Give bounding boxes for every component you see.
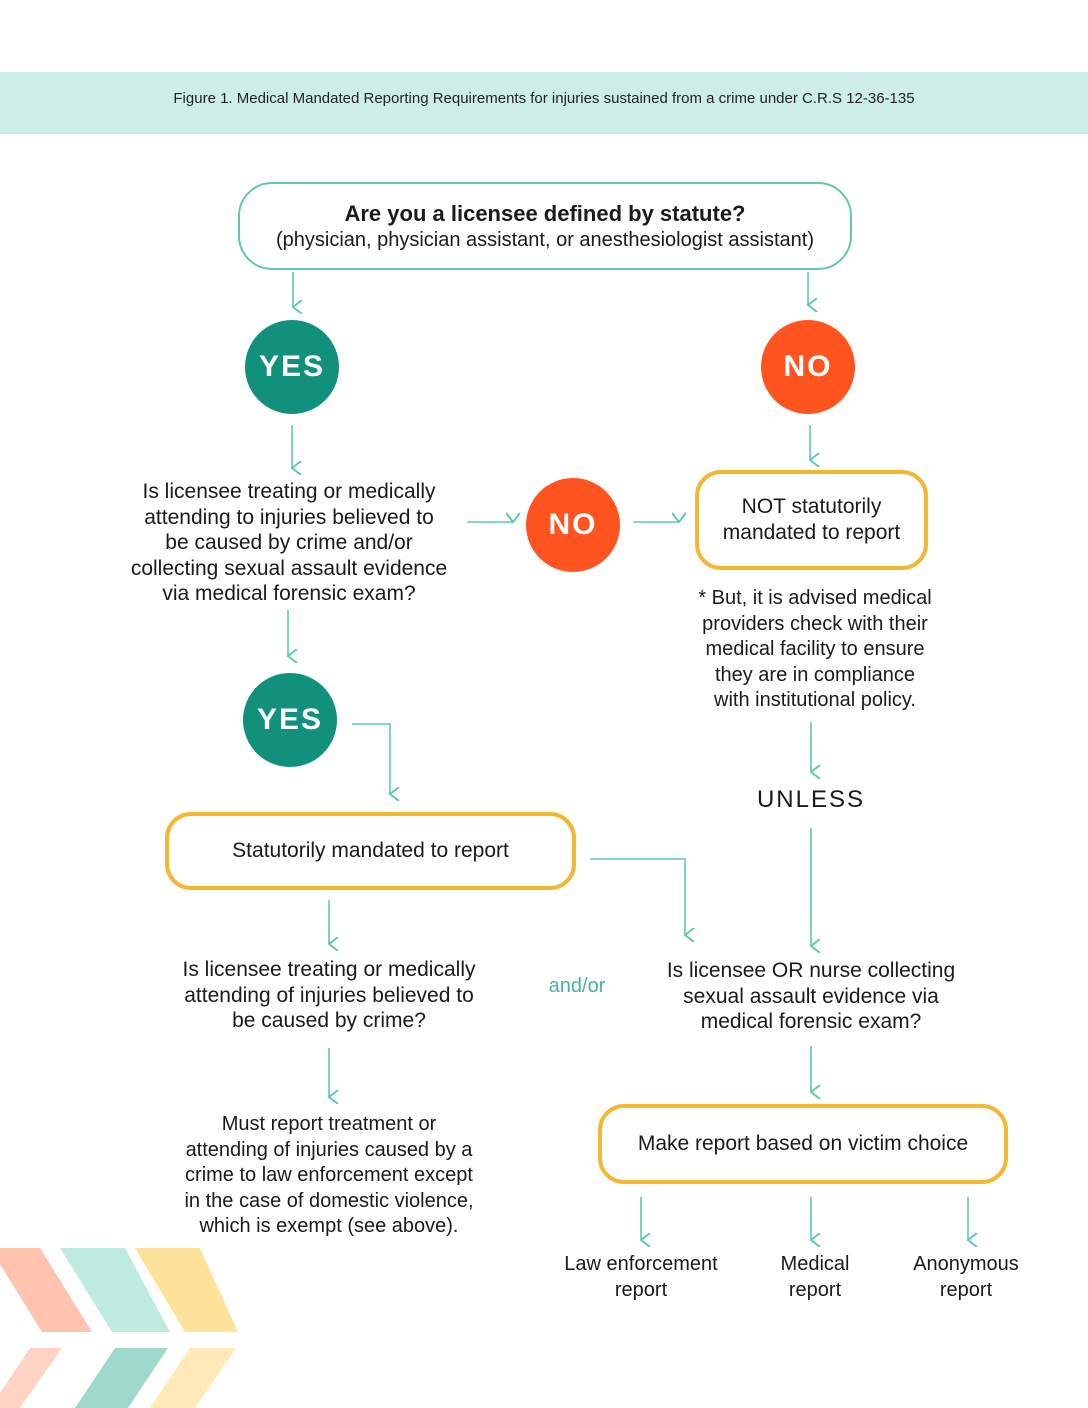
question-4-line: Is licensee OR nurse collecting — [666, 959, 956, 982]
question-3-line: Is licensee treating or medically — [182, 958, 476, 981]
arrow-mandated-to-question-4 — [590, 859, 685, 935]
no-circle-2 — [526, 478, 620, 572]
no-circle-1 — [761, 320, 855, 414]
question-4-line: sexual assault evidence via — [683, 984, 939, 1008]
question-2-line: attending to injuries believed to — [144, 505, 434, 529]
advice-line: * But, it is advised medical — [698, 587, 932, 609]
no-circle-1-label: NO — [783, 350, 833, 383]
outcome-line: Law enforcement — [564, 1253, 718, 1275]
question-3 — [148, 957, 510, 1034]
must-report-line: in the case of domestic violence, — [184, 1189, 474, 1212]
outcome-line: report — [788, 1278, 842, 1301]
question-4 — [638, 958, 984, 1035]
must-report-note — [154, 1112, 504, 1240]
chevron-row-bottom-icon — [0, 1348, 236, 1408]
chevron-row-top-icon — [0, 1248, 238, 1332]
advice-line: with institutional policy. — [714, 689, 916, 711]
yes-circle-2 — [243, 673, 337, 767]
outcome-law-enforcement — [551, 1252, 731, 1303]
and-or-label: and/or — [548, 975, 606, 997]
outcome-line: report — [939, 1278, 993, 1301]
question-2-line: be caused by crime and/or — [165, 531, 413, 554]
not-mandated-line: mandated to report — [722, 521, 901, 544]
start-question: Are you a licensee defined by statute? — [344, 200, 746, 226]
mandated-box — [165, 812, 576, 890]
decorative-chevrons-icon — [0, 1240, 250, 1408]
not-mandated-box — [695, 470, 928, 570]
advice-line: providers check with their — [702, 612, 928, 635]
outcome-anonymous — [891, 1252, 1041, 1303]
must-report-line: Must report treatment or — [221, 1113, 437, 1135]
not-mandated-line: NOT statutorily — [741, 495, 882, 518]
yes-circle-2-label: YES — [256, 703, 324, 736]
question-4-line: medical forensic exam? — [700, 1010, 922, 1033]
yes-circle-1-label: YES — [258, 350, 326, 383]
victim-choice-box — [598, 1104, 1008, 1184]
question-2-line: Is licensee treating or medically — [142, 480, 436, 503]
must-report-line: attending of injuries caused by a — [185, 1138, 473, 1161]
outcome-line: Anonymous — [913, 1253, 1019, 1275]
figure-caption: Figure 1. Medical Mandated Reporting Requirements for injuries sustained from a crime under C.R.S 12-36-135 — [173, 90, 915, 107]
question-3-line: be caused by crime? — [232, 1009, 426, 1032]
question-2 — [108, 479, 470, 607]
arrow-yes-to-mandated — [352, 724, 390, 794]
question-2-line: collecting sexual assault evidence — [130, 556, 448, 580]
question-3-line: attending of injuries believed to — [184, 983, 474, 1007]
unless-label: UNLESS — [756, 786, 866, 813]
start-question-box — [238, 182, 852, 270]
start-question-note: (physician, physician assistant, or anesthesiologist assistant) — [275, 228, 815, 251]
outcome-line: Medical — [780, 1253, 850, 1275]
no-circle-2-label: NO — [548, 508, 598, 541]
advice-line: they are in compliance — [714, 663, 916, 686]
outcome-medical — [745, 1252, 885, 1303]
mandated-label: Statutorily mandated to report — [232, 839, 509, 862]
yes-circle-1 — [245, 320, 339, 414]
question-2-line: via medical forensic exam? — [162, 582, 416, 605]
outcome-line: report — [614, 1278, 668, 1301]
advice-note — [660, 586, 970, 714]
must-report-line: crime to law enforcement except — [185, 1164, 473, 1186]
advice-line: medical facility to ensure — [705, 638, 925, 660]
victim-choice-label: Make report based on victim choice — [637, 1132, 969, 1155]
must-report-line: which is exempt (see above). — [199, 1215, 459, 1237]
